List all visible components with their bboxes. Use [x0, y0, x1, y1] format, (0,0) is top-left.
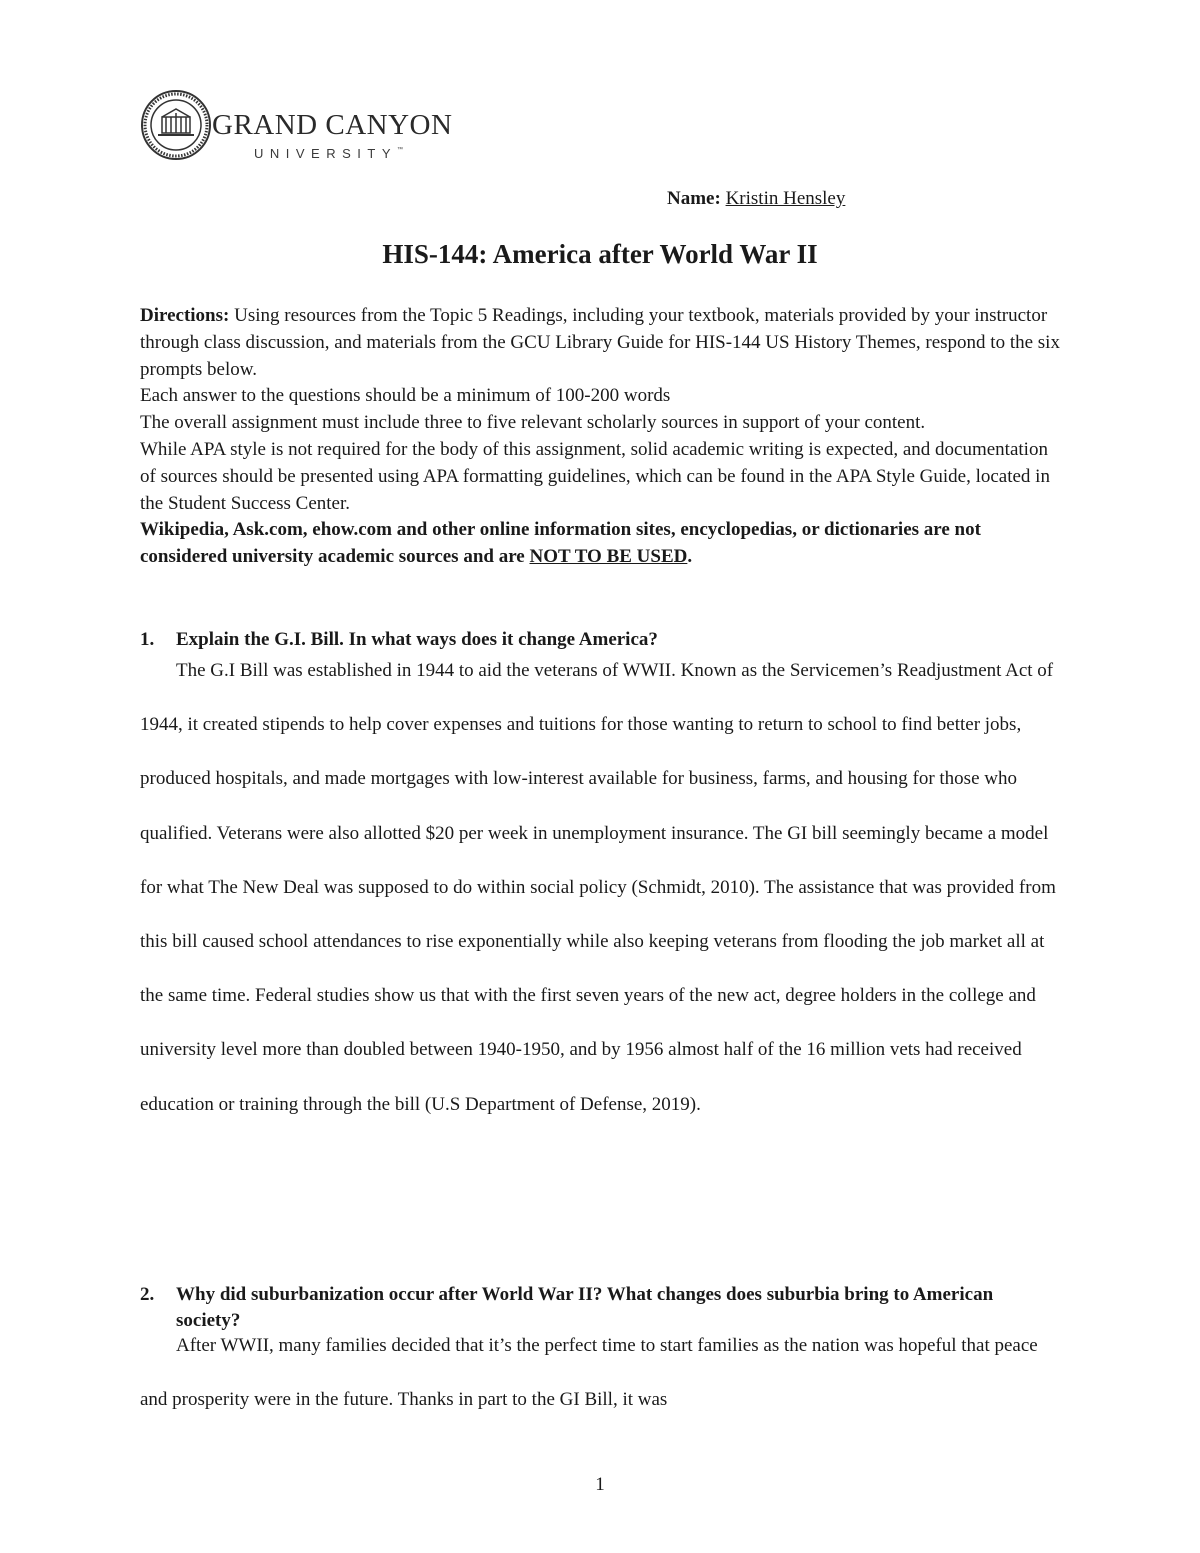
answer-2: After WWII, many families decided that it’s the perfect time to start families as the nation was hopeful that peace and prosperity were in the future. Thanks in part to the GI Bill, it was — [140, 1335, 1038, 1411]
sources-warning-emphasis: NOT TO BE USED — [529, 546, 688, 568]
answer-1: The G.I Bill was established in 1944 to aid the veterans of WWII. Known as the Servicemen’s Readjustment Act of 1944, it created stipends to help cover expenses and tuitions for those wanting to return to school to find better jobs, produced hospitals, and made mortgages with low-interest available for business, farms, and housing for those who qualified. Veterans were also allotted $20 per week in unemployment insurance. The GI bill seemingly became a model for what The New Deal was supposed to do within social policy (Schmidt, 2010). The assistance that was provided from this bill caused school attendances to rise exponentially while also keeping veterans from flooding the job market all at the same time. Federal studies show us that with the first seven years of the new act, degree holders in the college and university level more than doubled between 1940-1950, and by 1956 almost half of the 16 million vets had received education or training through the bill (U.S Department of Defense, 2019). — [140, 660, 1056, 1115]
question-number: 2. — [140, 1284, 155, 1305]
directions-text-3: The overall assignment must include three to five relevant scholarly sources in support of your content. — [140, 412, 926, 434]
question-prompt: Explain the G.I. Bill. In what ways does it change America? — [176, 629, 658, 650]
directions-text-4: While APA style is not required for the body of this assignment, solid academic writing is expected, and documentation of sources should be presented using APA formatting guidelines, which can be found in the APA Style Guide, located in the Student Success Center. — [140, 438, 1050, 514]
student-name-line — [667, 188, 845, 210]
directions-text-2: Each answer to the questions should be a minimum of 100-200 words — [140, 385, 671, 407]
directions-label: Directions: — [140, 305, 230, 326]
university-seal-icon — [140, 89, 212, 161]
question-number: 1. — [140, 629, 155, 650]
question-prompt: Why did suburbanization occur after World War II? What changes does suburbia bring to American society? — [176, 1284, 994, 1331]
name-label: Name: — [667, 188, 721, 209]
document-title: HIS-144: America after World War II — [382, 239, 818, 269]
directions-text-1: Using resources from the Topic 5 Readings, including your textbook, materials provided by your instructor through class discussion, and materials from the GCU Library Guide for HIS-144 US History Themes, respond to the six prompts below. — [140, 305, 1060, 380]
logo-wordmark-line2: UNIVERSITY™ — [254, 146, 404, 161]
university-logo — [140, 89, 460, 161]
name-value: Kristin Hensley — [725, 188, 846, 209]
page-number: 1 — [595, 1474, 605, 1495]
directions-block — [140, 303, 1060, 571]
sources-warning: Wikipedia, Ask.com, ehow.com and other online information sites, encyclopedias, or dictionaries are not considered university academic sources and are NOT TO BE USED. — [140, 519, 981, 568]
logo-wordmark-line1: GRAND CANYON — [212, 109, 453, 141]
